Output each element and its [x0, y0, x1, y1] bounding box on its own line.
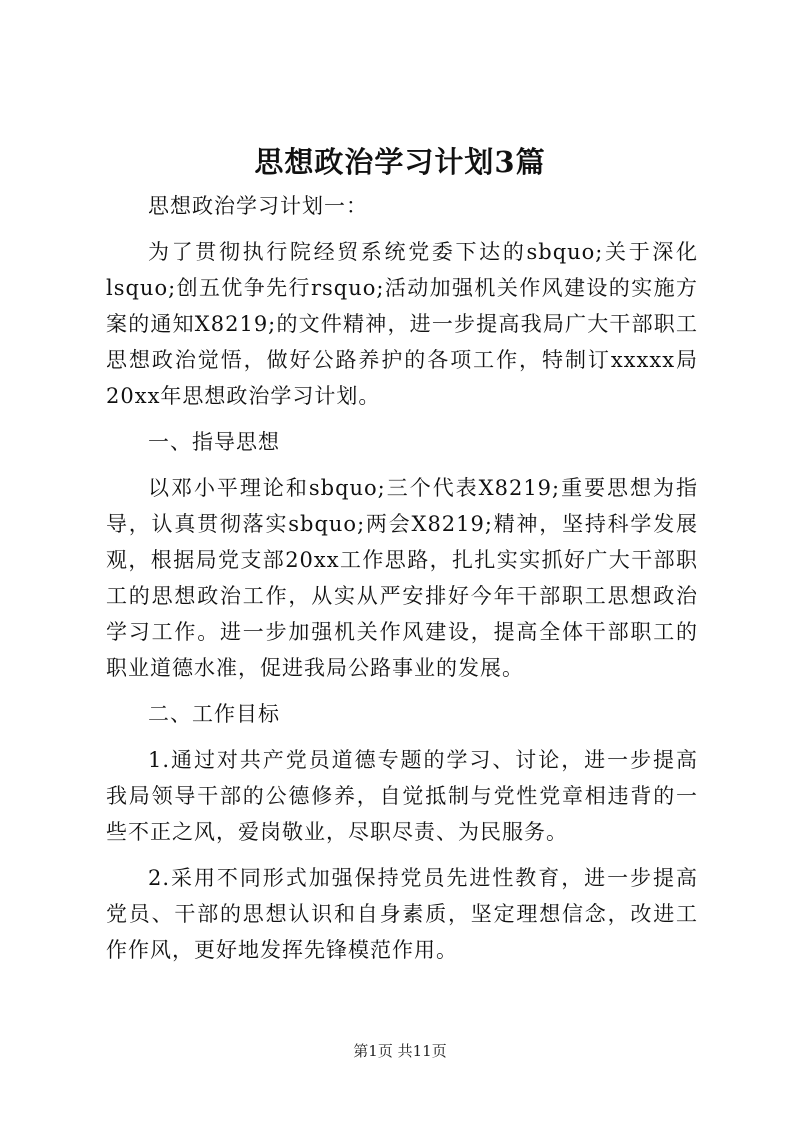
paragraph-goal-2: 2.采用不同形式加强保持党员先进性教育，进一步提高党员、干部的思想认识和自身素质，坚定理想信念，改进工作作风，更好地发挥先锋模范作用。: [106, 866, 698, 962]
document-title: 思想政治学习计划3篇: [254, 145, 546, 179]
section-heading-work-goals: 二、工作目标: [148, 702, 280, 726]
paragraph-intro: 为了贯彻执行院经贸系统党委下达的sbquo;关于深化lsquo;创五优争先行rsquo;活动加强机关作风建设的实施方案的通知X8219;的文件精神，进一步提高我局广大干部职工思想政治觉悟，做好公路养护的各项工作，特制订xxxxx局20xx年思想政治学习计划。: [106, 240, 698, 408]
paragraph-guiding-thought: 以邓小平理论和sbquo;三个代表X8219;重要思想为指导，认真贯彻落实sbquo;两会X8219;精神，坚持科学发展观，根据局党支部20xx工作思路，扎扎实实抓好广大干部职工的思想政治工作，从实从严安排好今年干部职工思想政治学习工作。进一步加强机关作风建设，提高全体干部职工的职业道德水准，促进我局公路事业的发展。: [106, 476, 698, 680]
paragraph-subtitle: 思想政治学习计划一：: [148, 194, 368, 218]
page-footer: 第1页 共11页: [353, 1042, 447, 1060]
document-body: [106, 188, 698, 978]
paragraph-goal-1: 1.通过对共产党员道德专题的学习、讨论，进一步提高我局领导干部的公德修养，自觉抵制与党性党章相违背的一些不正之风，爱岗敬业，尽职尽责、为民服务。: [106, 748, 698, 844]
section-heading-guiding-thought: 一、指导思想: [148, 430, 280, 454]
